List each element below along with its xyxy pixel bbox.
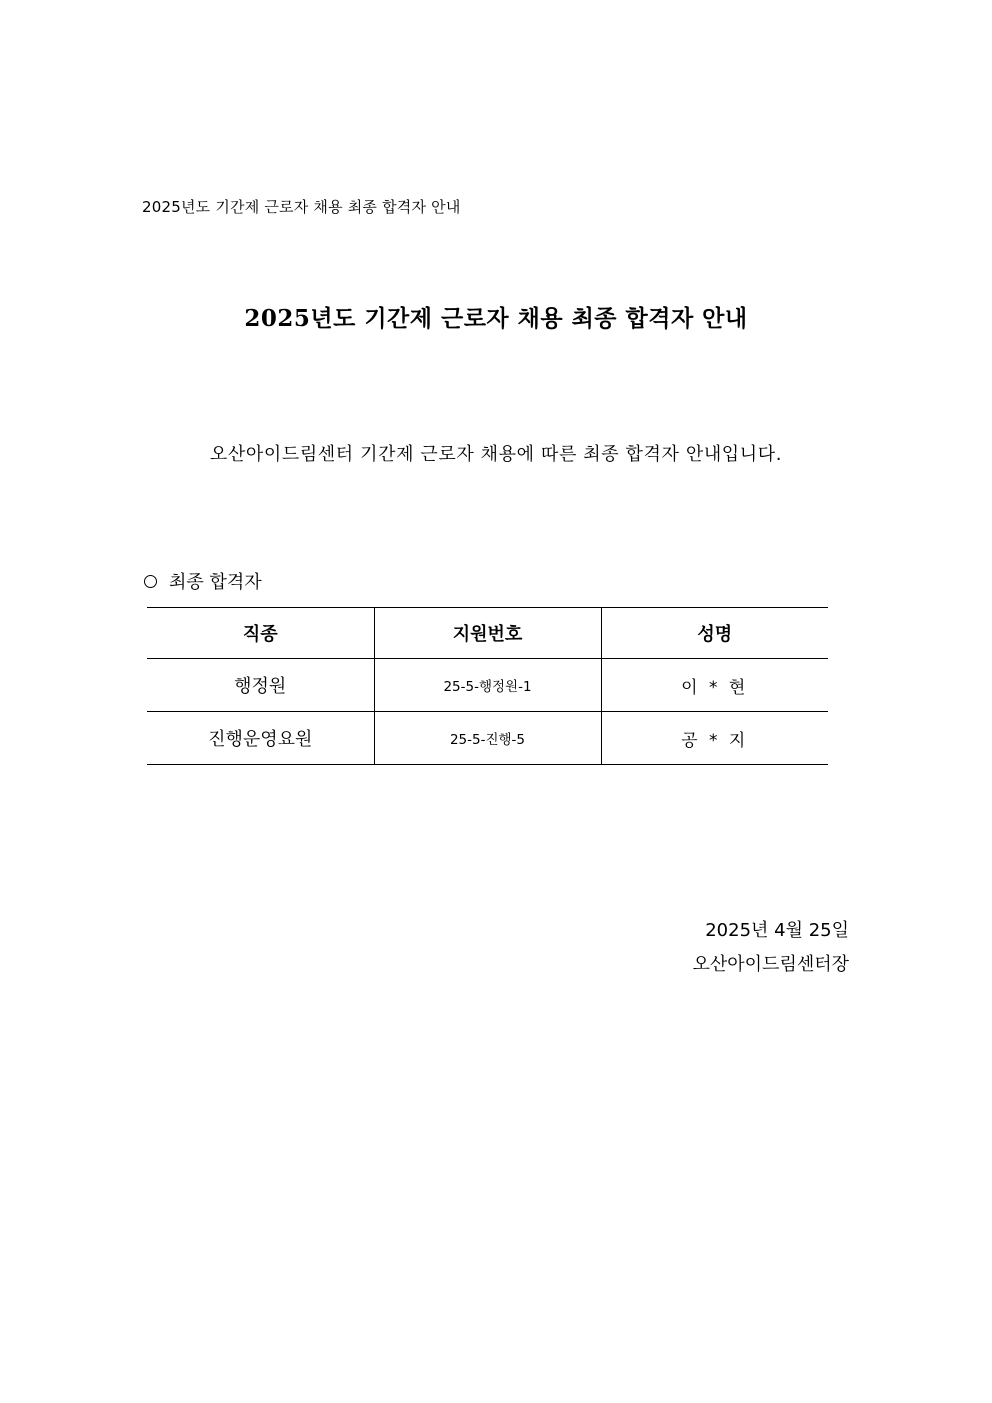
cell-number: 25-5-진행-5 xyxy=(374,712,601,765)
cell-number: 25-5-행정원-1 xyxy=(374,659,601,712)
cell-job: 행정원 xyxy=(147,659,374,712)
cell-name: 이 * 현 xyxy=(601,659,828,712)
header-job: 직종 xyxy=(147,608,374,659)
issue-date: 2025년 4월 25일 xyxy=(705,920,849,941)
intro-text: 오산아이드림센터 기간제 근로자 채용에 따른 최종 합격자 안내입니다. xyxy=(209,444,783,465)
header-number: 지원번호 xyxy=(374,608,601,659)
table-row xyxy=(147,659,828,712)
running-header: 2025년도 기간제 근로자 채용 최종 합격자 안내 xyxy=(142,198,461,216)
document-title: 2025년도 기간제 근로자 채용 최종 합격자 안내 xyxy=(244,305,748,332)
issuer-name: 오산아이드림센터장 xyxy=(692,954,849,975)
header-name: 성명 xyxy=(601,608,828,659)
table-header-row xyxy=(147,608,828,659)
circle-bullet-icon xyxy=(144,575,157,588)
table-row xyxy=(147,712,828,765)
section-heading-label: 최종 합격자 xyxy=(169,572,262,593)
section-heading xyxy=(142,568,262,594)
result-table xyxy=(147,607,828,765)
cell-job: 진행운영요원 xyxy=(147,712,374,765)
cell-name: 공 * 지 xyxy=(601,712,828,765)
